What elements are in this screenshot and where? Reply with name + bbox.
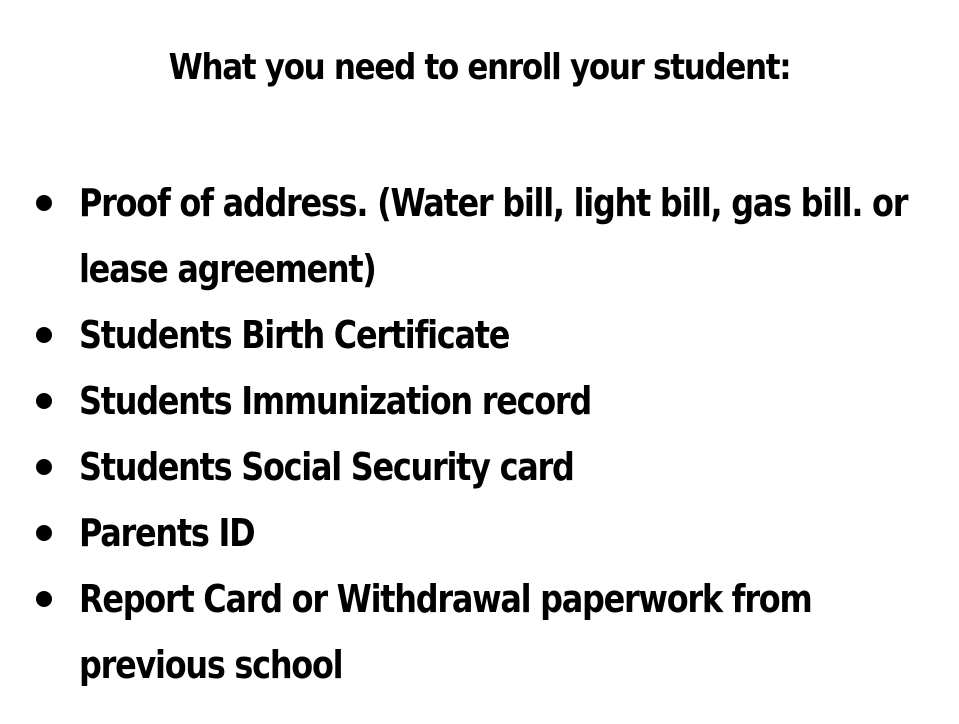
list-item — [0, 434, 959, 500]
requirements-list — [0, 170, 959, 698]
bullet-icon — [36, 195, 52, 211]
bullet-icon — [36, 393, 52, 409]
bullet-icon — [36, 327, 52, 343]
list-item-text: Proof of address. (Water bill, light bill, gas bill. or lease agreement) — [79, 181, 908, 291]
bullet-icon — [36, 459, 52, 475]
list-item — [0, 170, 959, 302]
list-item-text: Students Social Security card — [79, 445, 574, 489]
list-item — [0, 566, 959, 698]
bullet-icon — [36, 591, 52, 607]
list-item — [0, 302, 959, 368]
bullet-icon — [36, 525, 52, 541]
page-title: What you need to enroll your student: — [168, 47, 791, 88]
list-item-text: Students Immunization record — [79, 379, 591, 423]
list-item — [0, 368, 959, 434]
list-item-text: Report Card or Withdrawal paperwork from previous school — [79, 577, 812, 687]
list-item-text: Parents ID — [79, 511, 255, 555]
list-item-text: Students Birth Certificate — [79, 313, 510, 357]
list-item — [0, 500, 959, 566]
